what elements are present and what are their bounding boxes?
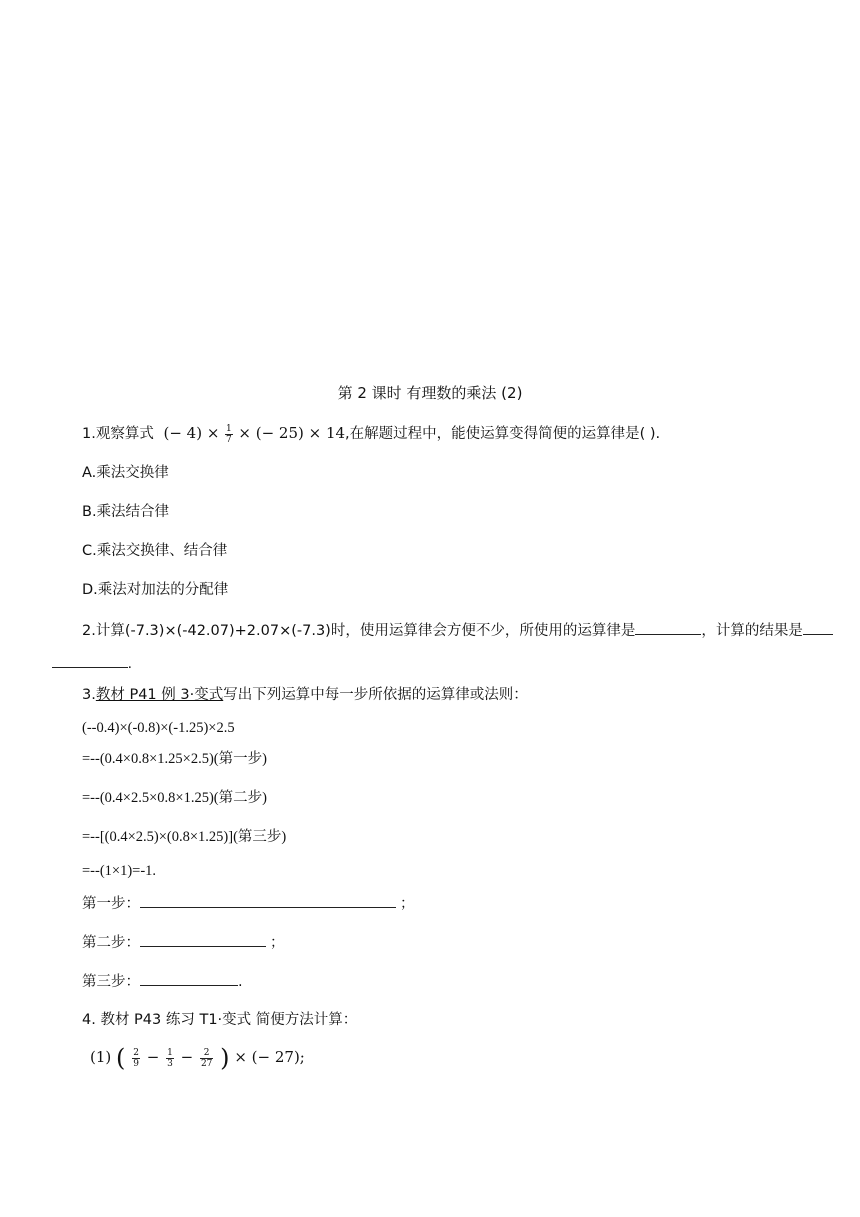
sub-1-tail: × (− 27); [234,1048,305,1066]
question-1 [82,423,660,445]
fraction-2-9 [132,1048,140,1069]
fraction-2-27 [200,1048,213,1069]
question-3-source: 教材 P41 例 3·变式 [95,687,224,703]
answer-step-3-end: . [238,974,243,990]
answer-step-3 [82,970,243,992]
fraction-numerator: 2 [133,1047,139,1058]
option-c: C.乘法交换律、结合律 [82,543,228,559]
question-3-text: 写出下列运算中每一步所依据的运算律或法则： [223,687,528,703]
question-4: 4. 教材 P43 练习 T1·变式 简便方法计算： [82,1012,358,1028]
answer-blank-1[interactable] [635,619,701,635]
calc-step-4: =--(1×1)=-1. [82,863,157,879]
left-paren: ( [116,1044,126,1072]
answer-step-2 [82,931,285,953]
question-4-sub-1 [90,1043,305,1071]
fraction-denominator: 9 [133,1058,139,1069]
question-2-continuation [52,652,132,674]
answer-step-1 [82,892,415,914]
option-a: A.乘法交换律 [82,465,169,481]
answer-step-2-end: ； [270,935,285,951]
question-3 [82,685,528,705]
page-title: 第 2 课时 有理数的乘法 (2) [337,384,523,402]
question-2-text-b: ，计算的结果是 [701,623,803,639]
option-b: B.乘法结合律 [82,504,170,520]
fraction-denominator: 27 [200,1058,213,1069]
option-d: D.乘法对加法的分配律 [82,582,229,598]
answer-blank-2[interactable] [803,619,833,635]
answer-blank-2-continued[interactable] [52,652,128,668]
question-2-end: . [128,656,132,672]
calc-step-1: =--(0.4×0.8×1.25×2.5)(第一步) [82,751,267,767]
question-2-text: 2.计算(-7.3)×(-42.07)+2.07×(-7.3)时，使用运算律会方便不少，所使用的运算律是 [82,623,636,639]
minus-sign: − [146,1048,160,1066]
fraction-numerator: 1 [167,1047,173,1058]
answer-step-2-blank[interactable] [140,931,266,947]
calc-step-3: =--[(0.4×2.5)×(0.8×1.25)](第三步) [82,829,287,845]
question-1-expression-part2: × (− 25) × 14 [238,424,346,442]
answer-step-2-label: 第二步： [82,935,140,951]
question-1-fraction [225,424,233,445]
fraction-denominator: 3 [167,1058,173,1069]
calc-step-2: =--(0.4×2.5×0.8×1.25)(第二步) [82,790,267,806]
fraction-numerator: 2 [200,1048,213,1059]
minus-sign: − [180,1048,194,1066]
calc-step-0: (--0.4)×(-0.8)×(-1.25)×2.5 [82,720,235,736]
right-paren: ) [220,1044,230,1072]
fraction-1-3 [166,1048,174,1069]
sub-1-label: (1) [90,1048,112,1066]
fraction-numerator: 1 [226,424,232,435]
question-2 [82,619,833,641]
answer-step-1-label: 第一步： [82,896,140,912]
answer-step-3-label: 第三步： [82,974,140,990]
fraction-denominator: 7 [226,435,232,446]
question-1-expression-part1: (− 4) × [163,424,220,442]
answer-step-1-end: ； [400,896,415,912]
question-1-suffix: ,在解题过程中，能使运算变得简便的运算律是( ). [345,426,661,442]
question-3-number: 3. [82,687,96,703]
question-1-prefix: 1.观察算式 [82,426,154,442]
answer-step-1-blank[interactable] [140,892,396,908]
answer-step-3-blank[interactable] [140,970,238,986]
